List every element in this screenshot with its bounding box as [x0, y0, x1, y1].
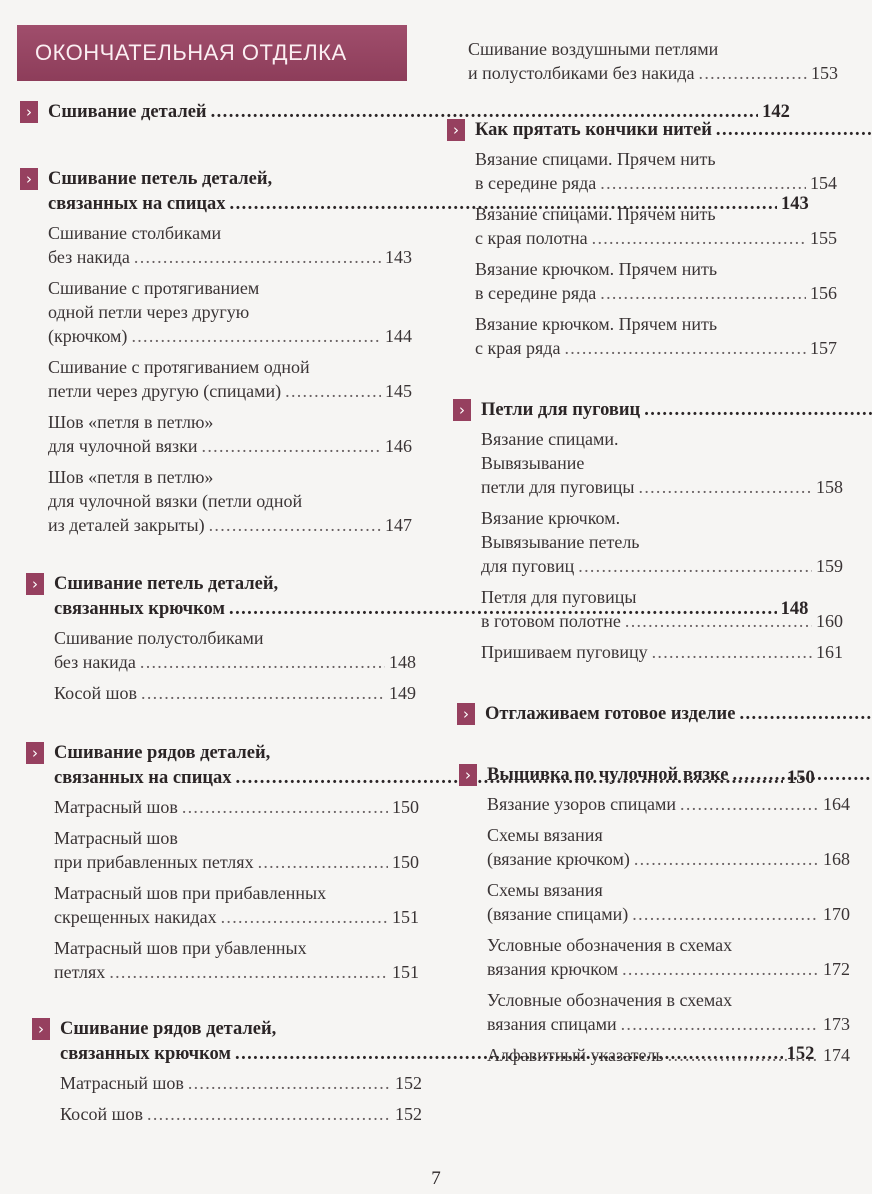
entry-list — [475, 147, 837, 360]
dot-leader — [578, 554, 812, 578]
chevron-right-icon: › — [26, 573, 44, 595]
section-title-text: Петли для пуговиц — [481, 400, 641, 420]
section-heading — [453, 398, 843, 423]
dot-leader — [699, 61, 807, 85]
toc-section — [453, 398, 843, 671]
dot-leader — [140, 650, 385, 674]
entry-list — [487, 792, 850, 1067]
entry-text: Петля для пуговицы — [481, 587, 637, 607]
toc-entry — [54, 881, 419, 929]
entry-last-line — [487, 1043, 850, 1067]
entry-text: Схемы вязания — [487, 880, 603, 900]
dot-leader — [134, 245, 381, 269]
dot-leader — [622, 957, 819, 981]
toc-entry — [48, 465, 412, 537]
entry-text: Схемы вязания — [487, 825, 603, 845]
toc-entry — [487, 823, 850, 871]
entry-text: без накида — [54, 652, 136, 672]
toc-entry — [475, 147, 837, 195]
entry-text: (вязание спицами) — [487, 904, 629, 924]
toc-section — [447, 118, 837, 367]
entry-last-line — [54, 795, 419, 819]
dot-leader — [258, 850, 388, 874]
dot-leader — [285, 379, 381, 403]
dot-leader — [131, 324, 381, 348]
entry-last-line — [54, 905, 419, 929]
entry-last-line — [487, 792, 850, 816]
section-title-last-line — [475, 118, 872, 143]
entry-page: 168 — [823, 849, 850, 869]
entry-page: 153 — [811, 63, 838, 83]
toc-entry — [54, 826, 419, 874]
entry-text: Сшивание с протягиванием — [48, 278, 260, 298]
entry-text: без накида — [48, 247, 130, 267]
dot-leader — [141, 681, 385, 705]
entry-text: Вязание крючком. — [481, 508, 621, 528]
entry-last-line — [487, 902, 850, 926]
entry-page: 154 — [810, 173, 837, 193]
entry-list — [54, 795, 419, 984]
entry-text: в середине ряда — [475, 173, 597, 193]
section-title-text: связанных на спицах — [54, 768, 232, 788]
entry-text: Вывязывание — [481, 453, 585, 473]
entry-last-line — [475, 171, 837, 195]
toc-entry — [481, 585, 843, 633]
entry-list — [468, 37, 838, 85]
entry-text: Шов «петля в петлю» — [48, 467, 214, 487]
entry-last-line — [481, 475, 843, 499]
entry-page: 144 — [385, 326, 412, 346]
section-title-text: Сшивание рядов деталей, — [54, 743, 271, 763]
entry-page: 151 — [392, 907, 419, 927]
section-title-text: связанных крючком — [60, 1044, 232, 1064]
dot-leader — [732, 763, 872, 788]
chevron-right-icon: › — [32, 1018, 50, 1040]
entry-text: вязания спицами — [487, 1014, 617, 1034]
section-banner: ОКОНЧАТЕЛЬНАЯ ОТДЕЛКА — [17, 25, 407, 81]
entry-text: Вязание крючком. Прячем нить — [475, 314, 718, 334]
entry-page: 150 — [392, 797, 419, 817]
chevron-right-icon: › — [459, 764, 477, 786]
toc-entry — [48, 276, 412, 348]
entry-last-line — [54, 960, 419, 984]
section-title-page: 152 — [786, 1044, 815, 1064]
entry-text: из деталей закрыты) — [48, 515, 205, 535]
section-heading — [457, 702, 849, 727]
section-heading — [20, 100, 790, 125]
entry-text: вязания крючком — [487, 959, 619, 979]
toc-entry — [48, 355, 412, 403]
entry-text: Условные обозначения в схемах — [487, 990, 733, 1010]
entry-page: 159 — [816, 556, 843, 576]
entry-page: 174 — [823, 1045, 850, 1065]
chevron-right-icon: › — [20, 168, 38, 190]
toc-entry — [475, 312, 837, 360]
entry-text: Алфавитный указатель — [487, 1045, 664, 1065]
entry-last-line — [60, 1102, 422, 1126]
toc-entry — [481, 506, 843, 578]
entry-page: 164 — [823, 794, 850, 814]
entry-text: Условные обозначения в схемах — [487, 935, 733, 955]
entry-list — [60, 1071, 422, 1126]
dot-leader — [592, 226, 806, 250]
chevron-right-icon: › — [447, 119, 465, 141]
toc-entry — [475, 202, 837, 250]
entry-text: Матрасный шов — [60, 1073, 184, 1093]
entry-last-line — [54, 681, 416, 705]
toc-entry — [60, 1071, 422, 1095]
entry-last-line — [475, 336, 837, 360]
entry-last-line — [487, 957, 850, 981]
entry-text: в готовом полотне — [481, 611, 621, 631]
entry-page: 148 — [389, 652, 416, 672]
dot-leader — [680, 792, 819, 816]
chevron-right-icon: › — [26, 742, 44, 764]
entry-text: одной петли через другую — [48, 302, 250, 322]
entry-last-line — [54, 850, 419, 874]
entry-last-line — [468, 61, 838, 85]
dot-leader — [147, 1102, 391, 1126]
entry-text: Вязание спицами. Прячем нить — [475, 149, 716, 169]
section-title-page: 143 — [781, 194, 809, 214]
entry-last-line — [475, 226, 837, 250]
section-title-last-line — [481, 398, 872, 423]
entry-last-line — [487, 847, 850, 871]
entry-text: Вязание спицами. Прячем нить — [475, 204, 716, 224]
toc-entry — [54, 626, 416, 674]
chevron-right-icon: › — [20, 101, 38, 123]
section-heading — [447, 118, 837, 143]
dot-leader — [109, 960, 388, 984]
toc-entry — [487, 988, 850, 1036]
entry-page: 173 — [823, 1014, 850, 1034]
entry-page: 170 — [823, 904, 850, 924]
entry-text: (крючком) — [48, 326, 128, 346]
page-number: 7 — [431, 1168, 441, 1189]
entry-page: 160 — [816, 611, 843, 631]
section-title-last-line — [487, 763, 872, 788]
entry-text: скрещенных накидах — [54, 907, 217, 927]
entry-last-line — [54, 650, 416, 674]
section-title-text: Сшивание рядов деталей, — [60, 1019, 277, 1039]
section-title-page: 142 — [762, 102, 790, 122]
toc-entry — [54, 795, 419, 819]
entry-list — [48, 221, 412, 537]
section-title-last-line — [485, 702, 872, 727]
dot-leader — [625, 609, 812, 633]
dot-leader — [600, 171, 806, 195]
dot-leader — [716, 118, 872, 143]
entry-page: 161 — [816, 642, 843, 662]
toc-entry — [487, 792, 850, 816]
dot-leader — [182, 795, 388, 819]
section-title — [475, 118, 872, 143]
entry-text: Сшивание с протягиванием одной — [48, 357, 310, 377]
dot-leader — [202, 434, 381, 458]
dot-leader — [652, 640, 812, 664]
section-title — [485, 702, 872, 727]
entry-text: для чулочной вязки — [48, 436, 198, 456]
dot-leader — [564, 336, 806, 360]
entry-page: 158 — [816, 477, 843, 497]
entry-text: при прибавленных петлях — [54, 852, 254, 872]
dot-leader — [634, 847, 819, 871]
toc-entry — [481, 427, 843, 499]
entry-text: в середине ряда — [475, 283, 597, 303]
entry-text: для чулочной вязки (петли одной — [48, 491, 303, 511]
section-title-text: Сшивание деталей — [48, 102, 207, 122]
dot-leader — [621, 1012, 819, 1036]
section-title-text: Сшивание петель деталей, — [54, 574, 279, 594]
dot-leader — [221, 905, 388, 929]
entry-page: 145 — [385, 381, 412, 401]
entry-text: с края ряда — [475, 338, 561, 358]
entry-text: Матрасный шов — [54, 828, 178, 848]
dot-leader — [639, 475, 812, 499]
entry-page: 151 — [392, 962, 419, 982]
entry-text: петли для пуговицы — [481, 477, 635, 497]
entry-text: Вязание крючком. Прячем нить — [475, 259, 718, 279]
entry-page: 152 — [395, 1104, 422, 1124]
toc-entry — [48, 410, 412, 458]
dot-leader — [209, 513, 381, 537]
section-title-text: связанных на спицах — [48, 194, 226, 214]
entry-page: 172 — [823, 959, 850, 979]
entry-last-line — [48, 434, 412, 458]
entry-page: 149 — [389, 683, 416, 703]
section-title-page: 148 — [780, 599, 809, 619]
entry-last-line — [481, 640, 843, 664]
section-title-text: Вышивка по чулочной вязке — [487, 765, 729, 785]
entry-last-line — [475, 281, 837, 305]
entry-text: Пришиваем пуговицу — [481, 642, 648, 662]
entry-page: 143 — [385, 247, 412, 267]
section-title-page: 150 — [787, 768, 815, 788]
entry-text: Сшивание полустолбиками — [54, 628, 264, 648]
entry-list — [54, 626, 416, 705]
entry-text: петлях — [54, 962, 106, 982]
dot-leader — [644, 398, 872, 423]
toc-entry — [468, 37, 838, 85]
entry-page: 152 — [395, 1073, 422, 1093]
section-heading — [459, 763, 850, 788]
entry-text: Матрасный шов — [54, 797, 178, 817]
section-title-text: Сшивание петель деталей, — [48, 169, 273, 189]
entry-last-line — [487, 1012, 850, 1036]
entry-last-line — [481, 554, 843, 578]
toc-entry — [481, 640, 843, 664]
entry-text: Вязание спицами. — [481, 429, 619, 449]
entry-page: 157 — [810, 338, 837, 358]
toc-section — [20, 100, 790, 125]
entry-text: Косой шов — [60, 1104, 144, 1124]
entry-text: с края полотна — [475, 228, 588, 248]
entry-page: 156 — [810, 283, 837, 303]
entry-text: Вывязывание петель — [481, 532, 640, 552]
dot-leader — [739, 702, 872, 727]
entry-text: и полустолбиками без накида — [468, 63, 695, 83]
entry-last-line — [48, 513, 412, 537]
entry-text: Матрасный шов при убавленных — [54, 938, 307, 958]
entry-text: (вязание крючком) — [487, 849, 630, 869]
entry-page: 150 — [392, 852, 419, 872]
section-title-text: Как прятать кончики нитей — [475, 120, 712, 140]
section-title-text: Отглаживаем готовое изделие — [485, 704, 736, 724]
toc-entry — [54, 936, 419, 984]
entry-last-line — [48, 379, 412, 403]
entry-text: Матрасный шов при прибавленных — [54, 883, 327, 903]
entry-text: для пуговиц — [481, 556, 575, 576]
chevron-right-icon: › — [453, 399, 471, 421]
toc-section — [457, 702, 849, 727]
entry-page: 146 — [385, 436, 412, 456]
dot-leader — [668, 1043, 819, 1067]
entry-last-line — [60, 1071, 422, 1095]
toc-section — [459, 763, 850, 1074]
dot-leader — [600, 281, 806, 305]
entry-page: 147 — [385, 515, 412, 535]
toc-section — [468, 33, 838, 92]
entry-last-line — [48, 324, 412, 348]
toc-entry — [487, 878, 850, 926]
entry-text: Сшивание воздушными петлями — [468, 39, 719, 59]
toc-entry — [487, 1043, 850, 1067]
entry-text: Косой шов — [54, 683, 138, 703]
entry-text: Шов «петля в петлю» — [48, 412, 214, 432]
entry-text: петли через другую (спицами) — [48, 381, 282, 401]
entry-last-line — [48, 245, 412, 269]
toc-entry — [48, 221, 412, 269]
entry-list — [481, 427, 843, 664]
section-title-text: связанных крючком — [54, 599, 226, 619]
entry-last-line — [481, 609, 843, 633]
chevron-right-icon: › — [457, 703, 475, 725]
section-title — [481, 398, 872, 423]
toc-entry — [475, 257, 837, 305]
entry-page: 155 — [810, 228, 837, 248]
toc-entry — [54, 681, 416, 705]
section-title — [487, 763, 872, 788]
entry-text: Вязание узоров спицами — [487, 794, 677, 814]
toc-entry — [60, 1102, 422, 1126]
toc-entry — [487, 933, 850, 981]
dot-leader — [188, 1071, 391, 1095]
dot-leader — [632, 902, 819, 926]
entry-text: Сшивание столбиками — [48, 223, 222, 243]
